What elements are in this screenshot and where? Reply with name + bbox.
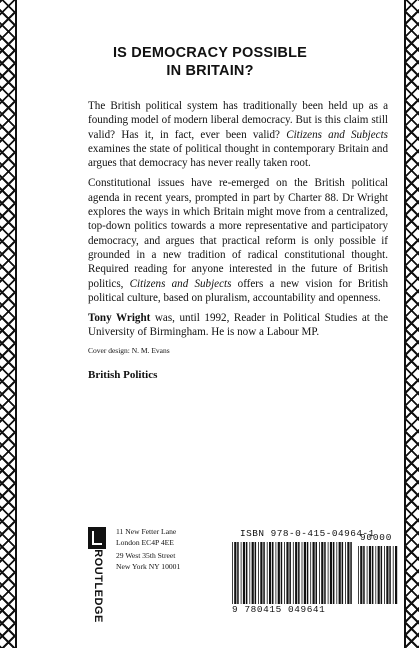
barcode-bar	[395, 546, 397, 604]
barcode-bar	[258, 542, 259, 604]
barcode-bar	[252, 542, 254, 604]
blurb-text: The British political system has traditionally been held up as a founding model of modern liberal democracy. But is this claim still valid? Has it, in fact, ever been valid?	[88, 100, 388, 141]
barcode-bar	[367, 546, 368, 604]
publisher-address-line: New York NY 10001	[116, 562, 181, 571]
barcode-bar	[276, 542, 277, 604]
barcode-bar	[369, 546, 371, 604]
barcode-bar	[342, 542, 344, 604]
barcode-bar	[389, 546, 391, 604]
headline-line-2: IN BRITAIN?	[166, 63, 254, 79]
barcode-bar	[289, 542, 291, 604]
barcode-bar	[272, 542, 274, 604]
barcode-bar	[358, 546, 359, 604]
routledge-logo	[88, 527, 106, 623]
barcode-bar	[363, 546, 365, 604]
barcode-bar	[267, 542, 268, 604]
left-decorative-border	[0, 0, 17, 648]
price-addon-digits: 90000	[360, 532, 393, 543]
barcode-bar	[350, 542, 352, 604]
barcode-bar	[281, 542, 283, 604]
cover-design-credit: Cover design: N. M. Evans	[88, 345, 170, 355]
barcode-bar	[269, 542, 271, 604]
ean-digits: 9 780415 049641	[232, 604, 326, 615]
barcode-bar	[330, 542, 332, 604]
barcode-bar	[249, 542, 250, 604]
barcode-bar	[310, 542, 311, 604]
barcode-bar	[295, 542, 297, 604]
barcode-bar	[255, 542, 257, 604]
barcode-bar	[319, 542, 320, 604]
barcode-bar	[336, 542, 337, 604]
barcode-bar	[237, 542, 239, 604]
blurb-paragraph-2	[88, 176, 388, 305]
cover-headline	[60, 44, 360, 80]
blurb-text: examines the state of political thought in contemporary Britain and argues that democracy has never really taken root.	[88, 142, 388, 170]
barcode-bar	[375, 546, 376, 604]
barcode-bar	[321, 542, 323, 604]
barcode-bar	[381, 546, 383, 604]
barcode-bar	[298, 542, 300, 604]
barcode-bar	[386, 546, 388, 604]
barcode-bar	[241, 542, 242, 604]
barcode-bar	[347, 542, 349, 604]
barcode-bar	[243, 542, 245, 604]
author-bio-text: was, until 1992, Reader in Political Studies at the University of Birmingham. He is now a Labour MP.	[88, 312, 388, 339]
blurb-paragraph-1	[88, 99, 388, 170]
barcode-bar	[378, 546, 380, 604]
author-name: Tony Wright	[88, 312, 151, 325]
blurb	[88, 99, 388, 382]
book-title: Citizens and Subjects	[129, 277, 232, 290]
barcode-bar	[316, 542, 318, 604]
isbn-label: ISBN 978-0-415-04964-1	[240, 528, 375, 539]
barcode-bar	[278, 542, 280, 604]
barcode-bar	[293, 542, 294, 604]
barcode-bar	[304, 542, 306, 604]
barcode-bar	[384, 546, 385, 604]
barcode-bar	[360, 546, 362, 604]
barcode-bar	[234, 542, 236, 604]
barcode-bar	[328, 542, 329, 604]
barcode-bar	[260, 542, 262, 604]
blurb-text: Constitutional issues have re-emerged on the British political agenda in recent years, prompted in part by Charter 88. Dr Wright explores the ways in which Britain might move from a centralized, top-down politics towards a more representative and participatory democracy, and argues that practical reform is only possible if grounded in a new tradition of radical constitutional thought. Required reading for anyone interested in the future of British politics,	[88, 177, 388, 290]
barcode-bar	[339, 542, 341, 604]
barcode-bar	[263, 542, 265, 604]
barcode-bar	[284, 542, 285, 604]
publisher-address-line: London EC4P 4EE	[116, 538, 174, 547]
barcode-bar	[246, 542, 248, 604]
barcode-bar	[372, 546, 374, 604]
barcode-bar	[333, 542, 335, 604]
headline-line-1: IS DEMOCRACY POSSIBLE	[112, 45, 308, 61]
publisher-imprint	[88, 527, 208, 623]
author-bio	[88, 311, 388, 340]
barcode-bar	[232, 542, 233, 604]
barcode-bar	[302, 542, 303, 604]
series-name: British Politics	[88, 368, 158, 381]
isbn-barcode	[232, 528, 402, 628]
barcode-bar	[313, 542, 315, 604]
barcode-bar	[393, 546, 394, 604]
barcode-bar	[286, 542, 288, 604]
ean-barcode-bars	[232, 542, 352, 604]
blurb-text: offers a new vision for British political culture, based on pluralism, accountability and openness.	[88, 277, 389, 304]
publisher-address-line: 11 New Fetter Lane	[116, 527, 177, 536]
addon-barcode-bars	[358, 546, 398, 604]
right-decorative-border	[404, 0, 419, 648]
publisher-address-line: 29 West 35th Street	[116, 551, 176, 560]
barcode-bar	[324, 542, 326, 604]
barcode-bar	[345, 542, 346, 604]
routledge-logo-wordmark: ROUTLEDGE	[92, 549, 104, 623]
book-title: Citizens and Subjects	[286, 128, 388, 141]
barcode-bar	[307, 542, 309, 604]
